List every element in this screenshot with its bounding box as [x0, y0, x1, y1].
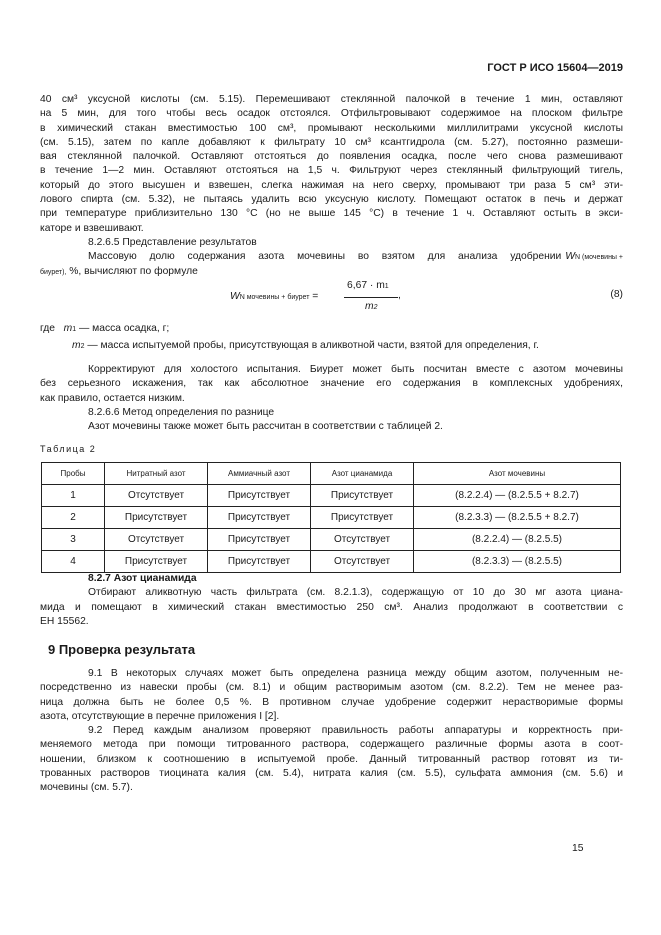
numerator: 6,67 · m — [347, 280, 385, 291]
cell: Присутствует — [105, 551, 208, 573]
column-header: Азот цианамида — [311, 463, 414, 485]
section-heading-9: 9 Проверка результата — [48, 642, 196, 657]
subscript: 1 — [72, 326, 77, 333]
comma: , — [398, 290, 401, 301]
formula-lhs: W — [230, 291, 240, 302]
cell: Присутствует — [208, 507, 311, 529]
text-line: каторе и взвешивают. — [40, 222, 144, 234]
section-827 — [40, 572, 623, 629]
cell: Присутствует — [105, 507, 208, 529]
table-row — [42, 529, 621, 551]
column-header: Нитратный азот — [105, 463, 208, 485]
section-heading-827: 8.2.7 Азот цианамида — [88, 573, 197, 584]
text-line: в течение 1—2 мин. Оставляют отстояться на 1,5 ч. Фильтруют через стеклянный фильтрующий тигель, — [40, 165, 623, 177]
text-line: который до этого высушен и взвешен, слегка нажимая на него сверху, промывают три раза 5 см³ эти- — [40, 179, 623, 191]
text-line: вая стеклянной палочкой. Оставляют отстояться до появления осадка, после чего снова размешивают — [40, 151, 623, 163]
definition: — масса осадка, г; — [78, 323, 170, 334]
cell: Присутствует — [208, 529, 311, 551]
cell: (8.2.3.3) — (8.2.5.5 + 8.2.7) — [414, 507, 621, 529]
table-row — [42, 551, 621, 573]
fraction-bar — [344, 297, 398, 298]
symbol-m2: m — [72, 340, 81, 351]
text-line: мида и помещают в химический стакан вместимостью 250 см³. Анализ продолжают в соответствии с — [40, 601, 623, 613]
cell: 3 — [42, 529, 105, 551]
text-line: трованных растворов тиоцината калия (см. 5.4), нитрата калия (см. 5.5), сульфата аммония (см. 5.6) и — [40, 768, 623, 780]
subscript: 2 — [80, 343, 85, 350]
where-m2 — [72, 340, 539, 351]
column-header: Азот мочевины — [414, 463, 621, 485]
text-line: Корректируют для холостого испытания. Биурет может быть посчитан вместе с азотом мочевины — [88, 364, 623, 375]
mass-fraction-line-2 — [40, 265, 623, 279]
denominator-subscript: 2 — [373, 304, 378, 311]
column-header: Пробы — [42, 463, 105, 485]
section-heading-8266: 8.2.6.6 Метод определения по разнице — [88, 406, 275, 418]
formula-number: (8) — [610, 289, 623, 300]
cell: Отсутствует — [311, 529, 414, 551]
section-9-text — [40, 667, 623, 796]
formula-8 — [230, 280, 420, 320]
text-line: Отбирают аликвотную часть фильтрата (см. 8.2.1.3), содержащую от 10 до 30 мг азота циана- — [88, 587, 623, 599]
text-line: ница должна быть не более 0,5 %. В противном случае удобрение содержит нерастворимые формы — [40, 696, 623, 708]
cell: 2 — [42, 507, 105, 529]
text-line: меняемого метода при помощи титрованного раствора, содержащего различные формы азота в соот- — [40, 739, 623, 751]
cell: Присутствует — [311, 507, 414, 529]
text-line: азота, отсутствующие в перечне приложения I [2]. — [40, 710, 280, 722]
text-line: как правило, остается низким. — [40, 392, 185, 404]
cell: (8.2.3.3) — (8.2.5.5) — [414, 551, 621, 573]
text: %, вычисляют по формуле — [69, 265, 198, 277]
text-line: мочевины (см. 5.7). — [40, 782, 133, 794]
formula-lhs-subscript: N мочевины + биурет — [239, 294, 310, 301]
text-line: 9.2 Перед каждым анализом проверяют правильность работы аппаратуры и корректность при- — [88, 725, 623, 737]
text: Массовую долю содержания азота мочевины во взятом для анализа удобрении — [88, 251, 562, 263]
mass-fraction-line — [40, 250, 623, 264]
table-2 — [41, 462, 621, 573]
cell: Присутствует — [208, 551, 311, 573]
table-caption: Таблица 2 — [40, 444, 97, 454]
text-line: на 5 мин, для того чтобы весь осадок отстоялся. Отфильтровывают содержимое на плоском фильтре — [40, 108, 623, 120]
cell: (8.2.2.4) — (8.2.5.5) — [414, 529, 621, 551]
text-line: без серьезного искажения, так как абсолютное значение его содержания в комплексных удобрениях, — [40, 378, 623, 390]
where-m1 — [40, 323, 169, 334]
column-header: Аммиачный азот — [208, 463, 311, 485]
table-row — [42, 485, 621, 507]
text-line: 9.1 В некоторых случаях может быть определена разница между общим азотом, полученным не- — [88, 668, 623, 679]
symbol-m1: m — [63, 323, 73, 334]
where-label: где — [40, 323, 56, 334]
text-line: 40 см³ уксусной кислоты (см. 5.15). Перемешивают стеклянной палочкой в течение 1 мин, оставляют — [40, 94, 623, 105]
symbol-subscript: N (мочевины + — [575, 254, 623, 262]
document-header: ГОСТ Р ИСО 15604—2019 — [487, 62, 623, 74]
text-line: Азот мочевины также может быть рассчитан в соответствии с таблицей 2. — [88, 421, 443, 433]
symbol-subscript: биурет), — [40, 268, 67, 276]
denominator: m — [365, 301, 374, 312]
paragraph-procedure — [40, 93, 623, 279]
cell: Присутствует — [311, 485, 414, 507]
table-row — [42, 507, 621, 529]
section-heading-8265: 8.2.6.5 Представление результатов — [88, 236, 257, 248]
text-line: (см. 5.15), затем по капле добавляют к фильтрату 10 см³ ксантгидрола (см. 5.27), постоянно размеши- — [40, 136, 623, 148]
text-line: посредственно из навески пробы (см. 8.1) и общим растворимым азотом (см. 8.2.2). Тем не менее раз- — [40, 682, 623, 694]
cell: 1 — [42, 485, 105, 507]
text-line: ношении, близком к соотношению в испытуемой пробе. Данный титрованный раствор готовят из ти- — [40, 753, 623, 765]
text-line: лового спирта (см. 5.32), не пытаясь удалить всю уксусную кислоту. Помещают остаток в печь и держат — [40, 194, 623, 206]
numerator-subscript: 1 — [384, 283, 389, 290]
page-number: 15 — [572, 843, 584, 854]
cell: Отсутствует — [105, 485, 208, 507]
symbol-w: W — [565, 251, 576, 263]
cell: 4 — [42, 551, 105, 573]
text-line: при температуре приблизительно 130 °С (но не выше 145 °С) в течение 1 ч. Оставляют остыть в экси- — [40, 208, 623, 220]
definition: — масса испытуемой пробы, присутствующая в аликвотной части, взятой для определения, г. — [87, 340, 539, 351]
cell: Отсутствует — [105, 529, 208, 551]
cell: Присутствует — [208, 485, 311, 507]
text-line: в химический стакан вместимостью 100 см³, промывают несколькими миллилитрами уксусной кислоты — [40, 122, 623, 134]
cell: (8.2.2.4) — (8.2.5.5 + 8.2.7) — [414, 485, 621, 507]
text-line: ЕН 15562. — [40, 615, 89, 627]
table-header-row — [42, 463, 621, 485]
cell: Отсутствует — [311, 551, 414, 573]
paragraph-correction — [40, 363, 623, 434]
equals: = — [312, 291, 319, 302]
